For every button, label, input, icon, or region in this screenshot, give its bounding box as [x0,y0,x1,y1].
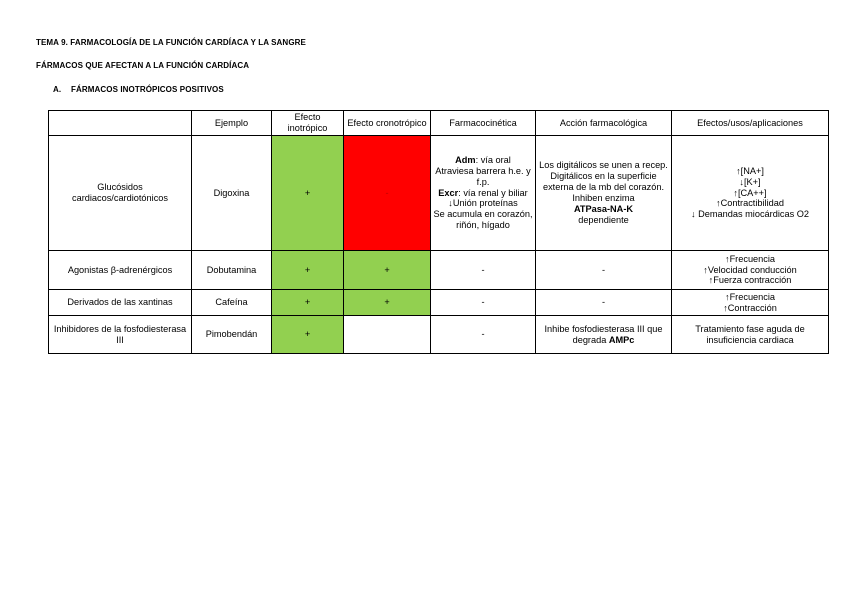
inotropic-cell: + [272,136,344,251]
inotropic-cell: + [272,316,344,354]
example-cell: Cafeína [192,290,272,316]
header-example: Ejemplo [192,111,272,136]
pharmacokinetics-cell: - [431,251,536,290]
table-row [49,316,829,354]
excr-label: Excr [438,187,459,198]
chronotropic-cell [344,316,431,354]
effect-item: ↓[K+] [739,176,761,187]
effect-item: ↑Frecuencia [724,291,776,302]
page-subtitle: FÁRMACOS QUE AFECTAN A LA FUNCIÓN CARDÍACA [36,61,250,70]
header-group [49,111,192,136]
action-cell [536,316,672,354]
effects-cell [672,136,829,251]
header-inotropic: Efecto inotrópico [272,111,344,136]
header-pharmacokinetics: Farmacocinética [431,111,536,136]
page-title: TEMA 9. FARMACOLOGÍA DE LA FUNCIÓN CARDÍACA Y LA SANGRE [36,38,306,47]
table-row [49,136,829,251]
effects-cell: Tratamiento fase aguda de insuficiencia cardiaca [672,316,829,354]
section-title: FÁRMACOS INOTRÓPICOS POSITIVOS [71,85,224,94]
inotropic-cell: + [272,251,344,290]
pharmacokinetics-cell: - [431,290,536,316]
effect-item: ↑Fuerza contracción [708,275,792,286]
ampc-label: AMPc [608,334,635,345]
enzyme-name: ATPasa-NA-K [573,203,634,214]
effect-item: ↑[CA++] [733,187,767,198]
section-number: A. [53,85,62,94]
chronotropic-cell: - [344,136,431,251]
effect-item: ↑Contractibilidad [716,198,784,209]
example-cell: Pimobendán [192,316,272,354]
effect-item: ↑[NA+] [736,165,764,176]
action-cell [536,136,672,251]
effect-item: ↓ Demandas miocárdicas O2 [691,209,809,220]
chronotropic-cell: + [344,290,431,316]
group-cell: Derivados de las xantinas [49,290,192,316]
adm-text: : vía oral [475,154,511,165]
inotropic-drugs-table [48,110,829,354]
group-cell: Inhibidores de la fosfodiesterasa III [49,316,192,354]
action-cell: - [536,290,672,316]
action-text: Los digitálicos se unen a recep. Digitálicos en la superficie externa de la mb del corazón. Inhiben enzima [539,160,668,203]
inotropic-cell: + [272,290,344,316]
excr-text: : vía renal y biliar [458,187,528,198]
group-cell: Glucósidos cardiacos/cardiotónicos [49,136,192,251]
barrier-text: Atraviesa barrera h.e. y f.p. [435,165,531,187]
action-tail: dependiente [578,214,629,225]
example-cell: Digoxina [192,136,272,251]
table-header-row [49,111,829,136]
accumulation-text: Se acumula en corazón, riñón, hígado [433,209,533,231]
group-cell: Agonistas β-adrenérgicos [49,251,192,290]
action-text: Inhibe fosfodiesterasa III que degrada [544,323,663,345]
table-row [49,251,829,290]
action-cell: - [536,251,672,290]
protein-binding-text: ↓Unión proteínas [448,198,518,209]
pharmacokinetics-cell [431,136,536,251]
example-cell: Dobutamina [192,251,272,290]
effects-cell [672,290,829,316]
effect-item: ↑Frecuencia [724,253,776,264]
chronotropic-cell: + [344,251,431,290]
effect-item: ↑Velocidad conducción [703,264,797,275]
pharmacokinetics-cell: - [431,316,536,354]
table-row [49,290,829,316]
effects-cell [672,251,829,290]
header-effects: Efectos/usos/aplicaciones [672,111,829,136]
header-action: Acción farmacológica [536,111,672,136]
effect-item: ↑Contracción [723,302,777,313]
section-heading [53,85,224,94]
adm-label: Adm [455,154,476,165]
header-chronotropic: Efecto cronotrópico [344,111,431,136]
